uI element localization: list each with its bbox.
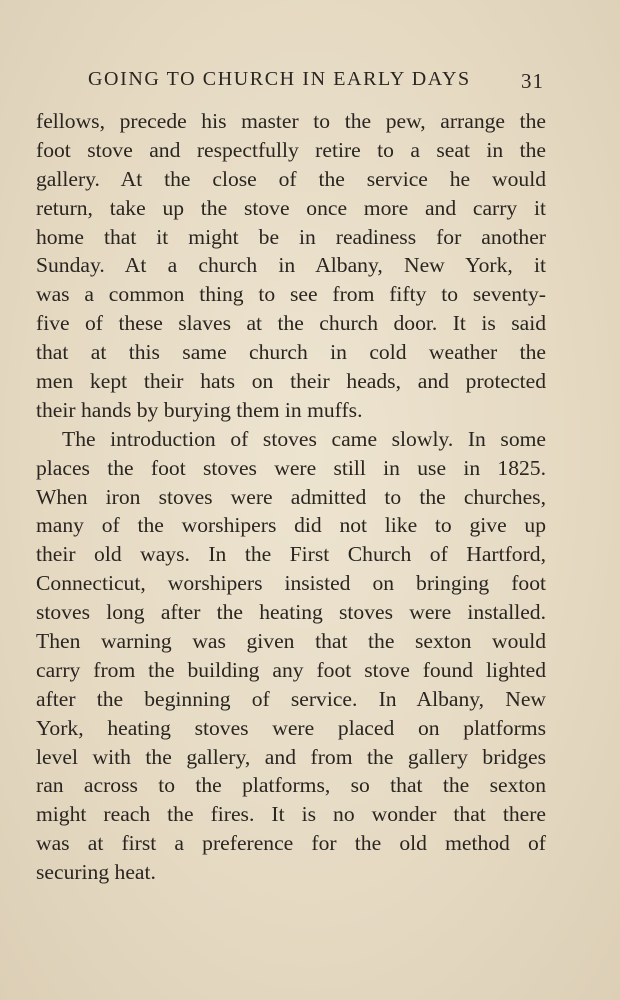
body-text: [36, 107, 546, 887]
text-line: might reach the fires. It is no wonder that there: [36, 802, 546, 827]
text-line: return, take up the stove once more and carry it: [36, 195, 546, 220]
text-line: their hands by burying them in muffs.: [36, 397, 363, 422]
text-line: that at this same church in cold weather the: [36, 340, 546, 365]
text-line: after the beginning of service. In Albany, New: [36, 686, 546, 711]
text-line: places the foot stoves were still in use in 1825.: [36, 455, 546, 480]
text-line: their old ways. In the First Church of Hartford,: [36, 542, 546, 567]
text-line: ran across to the platforms, so that the sexton: [36, 773, 546, 798]
text-line: Sunday. At a church in Albany, New York, it: [36, 253, 546, 278]
text-line: was at first a preference for the old method of: [36, 831, 546, 856]
text-line: The introduction of stoves came slowly. In some: [62, 426, 546, 451]
running-head-title: GOING TO CHURCH IN EARLY DAYS: [88, 68, 471, 90]
text-line: fellows, precede his master to the pew, arrange the: [36, 109, 546, 133]
text-line: stoves long after the heating stoves were installed.: [36, 600, 546, 625]
text-line: gallery. At the close of the service he would: [36, 166, 546, 191]
text-line: carry from the building any foot stove found lighted: [36, 657, 546, 682]
text-line: five of these slaves at the church door. It is said: [36, 311, 546, 336]
text-line: Then warning was given that the sexton would: [36, 629, 546, 654]
text-line: York, heating stoves were placed on platforms: [36, 715, 546, 740]
text-line: Connecticut, worshipers insisted on bringing foot: [36, 571, 546, 596]
text-line: securing heat.: [36, 860, 156, 885]
page-number: 31: [521, 69, 544, 93]
text-line: level with the gallery, and from the gallery bridges: [36, 744, 546, 769]
text-line: home that it might be in readiness for another: [36, 224, 546, 249]
text-line: foot stove and respectfully retire to a seat in the: [36, 137, 546, 162]
paragraph-1: [36, 107, 546, 425]
text-line: was a common thing to see from fifty to seventy-: [36, 282, 546, 307]
paragraph-2: [36, 425, 546, 887]
running-head: [88, 64, 544, 94]
text-line: men kept their hats on their heads, and protected: [36, 369, 546, 394]
text-line: When iron stoves were admitted to the churches,: [36, 484, 546, 509]
text-line: many of the worshipers did not like to give up: [36, 513, 546, 538]
